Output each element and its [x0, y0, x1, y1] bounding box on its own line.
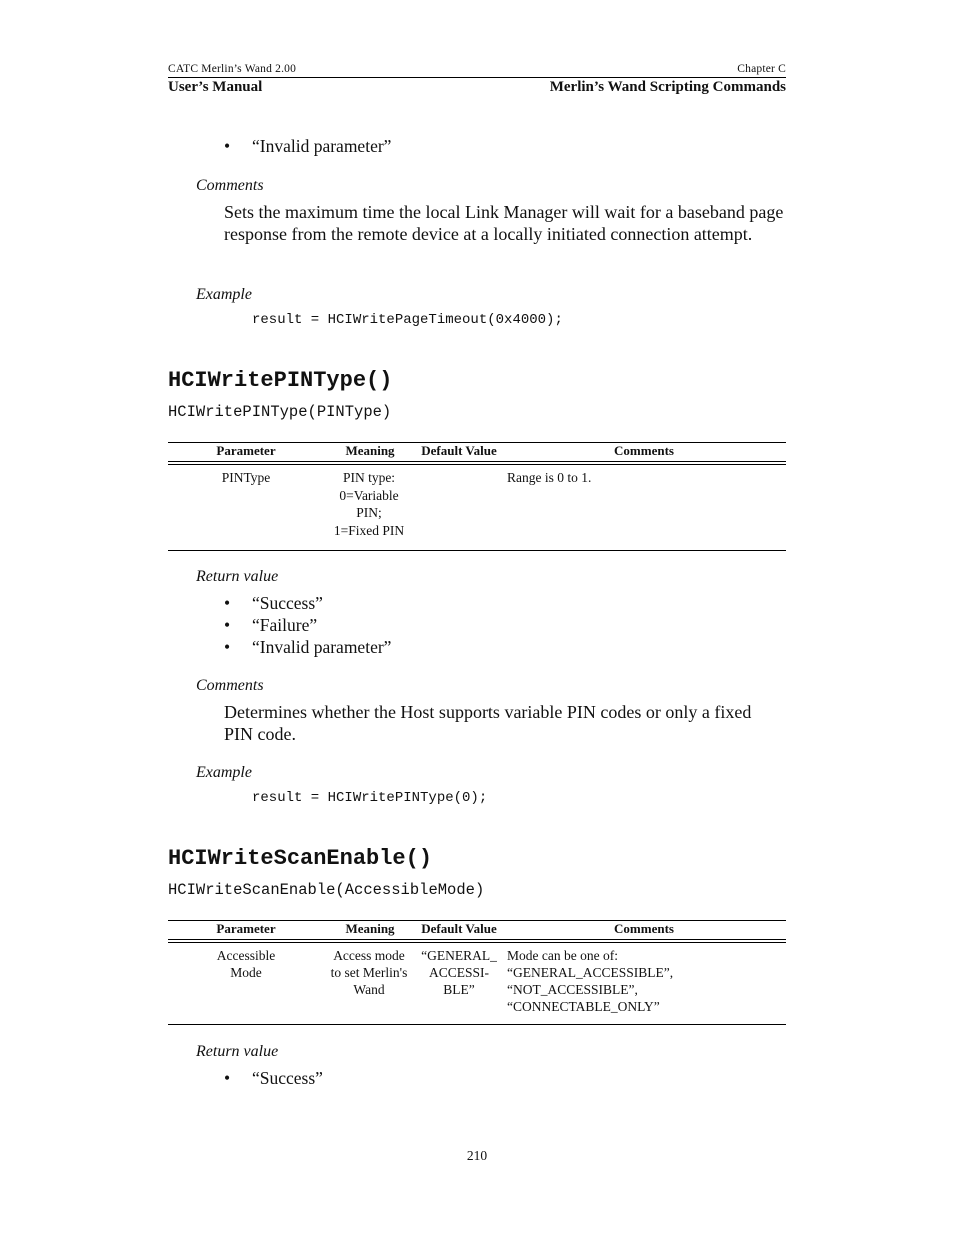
comments-label: Comments — [196, 677, 264, 694]
table-cell-parameter: PINType — [221, 470, 271, 485]
example-code: result = HCIWritePageTimeout(0x4000); — [252, 312, 563, 328]
table-bottom-rule — [168, 550, 786, 551]
function-signature: HCIWriteScanEnable(AccessibleMode) — [168, 881, 485, 899]
function-title: HCIWritePINType() — [168, 368, 393, 393]
header-right-top: Chapter C — [737, 63, 786, 75]
example-code: result = HCIWritePINType(0); — [252, 790, 488, 806]
table-cell-parameter: Accessible Mode — [216, 948, 276, 980]
column-header-comments: Comments — [614, 921, 674, 936]
example-label: Example — [196, 764, 252, 781]
return-value-label: Return value — [196, 1043, 279, 1060]
column-header-default: Default Value — [421, 443, 497, 458]
table-cell-meaning: Access mode to set Merlin's Wand — [330, 948, 408, 997]
column-header-comments: Comments — [614, 443, 674, 458]
list-item: • “Success” — [224, 593, 323, 613]
table-cell-comments: Range is 0 to 1. — [507, 470, 592, 485]
page-number: 210 — [466, 1148, 488, 1163]
table-cell-meaning: PIN type: 0=Variable PIN; 1=Fixed PIN — [333, 470, 405, 538]
column-header-default: Default Value — [421, 921, 497, 936]
table-header-rule — [168, 939, 786, 940]
header-left-bottom: User’s Manual — [168, 79, 263, 95]
comments-label: Comments — [196, 177, 264, 194]
column-header-parameter: Parameter — [216, 443, 276, 458]
header-left-top: CATC Merlin’s Wand 2.00 — [168, 63, 297, 75]
function-signature: HCIWritePINType(PINType) — [168, 403, 392, 421]
table-header-rule — [168, 942, 786, 943]
example-label: Example — [196, 286, 252, 303]
list-item: • “Invalid parameter” — [224, 136, 392, 156]
list-item: • “Failure” — [224, 615, 318, 635]
table-header-rule — [168, 464, 786, 465]
column-header-meaning: Meaning — [345, 443, 395, 458]
header-right-bottom: Merlin’s Wand Scripting Commands — [549, 79, 786, 95]
list-item: • “Success” — [224, 1068, 323, 1088]
column-header-meaning: Meaning — [345, 921, 395, 936]
table-header-rule — [168, 461, 786, 462]
header-rule — [168, 77, 786, 78]
function-title: HCIWriteScanEnable() — [168, 846, 433, 871]
list-item: • “Invalid parameter” — [224, 637, 392, 657]
table-cell-comments: Mode can be one of: “GENERAL_ACCESSIBLE”, “NOT_ACCESSIBLE”, “CONNECTABLE_ONLY” — [507, 948, 674, 1014]
return-value-label: Return value — [196, 568, 279, 585]
column-header-parameter: Parameter — [216, 921, 276, 936]
comments-text: Determines whether the Host supports variable PIN codes or only a fixed PIN code. — [224, 702, 752, 744]
table-cell-default: “GENERAL_ ACCESSI- BLE” — [421, 948, 497, 997]
table-bottom-rule — [168, 1024, 786, 1025]
comments-text: Sets the maximum time the local Link Manager will wait for a baseband page response from the remote device at a locally initiated connection attempt. — [224, 202, 784, 244]
